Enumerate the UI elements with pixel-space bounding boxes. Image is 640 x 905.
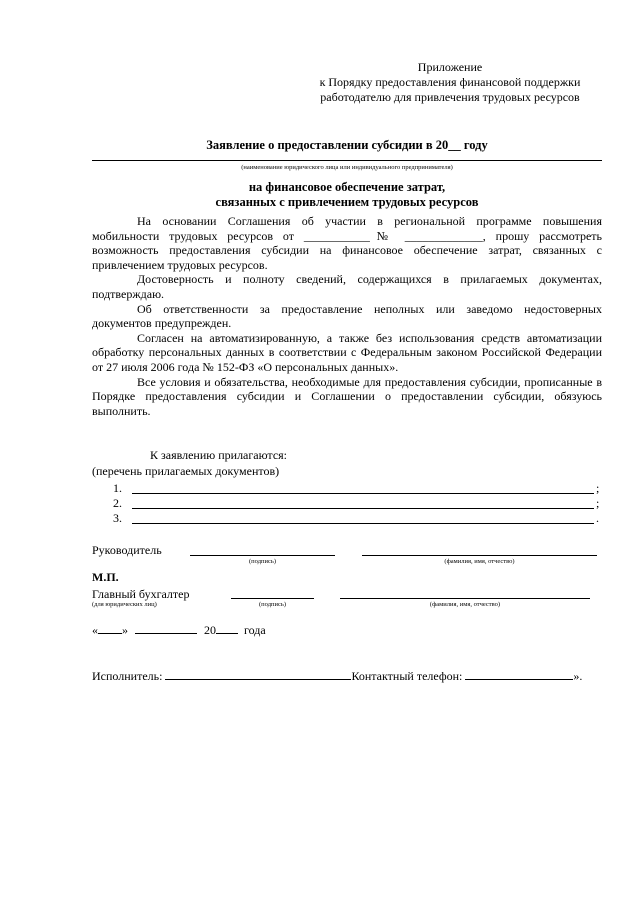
date-year-blank[interactable]: [216, 622, 238, 634]
paragraph-consent: Согласен на автоматизированную, а также без использования средств автоматизации обработку персональных данных в соответствии с Федеральным законом Российской Федерации от 27 июля 2006 года № 152-ФЗ «О персональных данных».: [92, 330, 602, 374]
executor-blank[interactable]: [165, 668, 351, 680]
document-title: Заявление о предоставлении субсидии в 20__ году: [206, 138, 488, 152]
head-signature-line[interactable]: [190, 555, 335, 556]
head-name-caption: (фамилия, имя, отчество): [444, 558, 515, 565]
accountant-label: Главный бухгалтер: [92, 587, 190, 601]
executor-row: [92, 668, 582, 684]
attachment-end-mark: ;: [596, 496, 600, 510]
phone-label: Контактный телефон:: [351, 669, 463, 683]
body-text: [92, 214, 602, 418]
attachment-end-mark: .: [596, 511, 599, 525]
attachment-number: 3.: [113, 511, 122, 525]
phone-blank[interactable]: [465, 668, 573, 680]
date-row: [92, 622, 266, 638]
accountant-name-caption: (фамилия, имя, отчество): [429, 601, 501, 608]
title-caption: (наименование юридического лица или индивидуального предпринимателя): [241, 164, 453, 171]
date-month-blank[interactable]: [135, 622, 197, 634]
attachment-end-mark: ;: [596, 481, 600, 495]
executor-label: Исполнитель:: [92, 669, 163, 683]
head-name-line[interactable]: [362, 555, 597, 556]
executor-end-mark: ».: [573, 669, 583, 683]
date-year-prefix: 20: [204, 623, 216, 637]
date-open-quote: «: [92, 623, 98, 637]
attachment-blank-line[interactable]: [132, 508, 594, 509]
paragraph-obligations: Все условия и обязательства, необходимые для предоставления субсидии, прописанные в Порядке предоставления субсидии и Соглашении о предоставлении субсидии, обязуюсь выполнить.: [92, 374, 602, 418]
paragraph-responsibility: Об ответственности за предоставление неполных или заведомо недостоверных документов предупрежден.: [92, 301, 602, 331]
date-day-blank[interactable]: [98, 622, 122, 634]
appendix-line-1: Приложение: [417, 60, 483, 74]
stamp-place: М.П.: [92, 570, 119, 584]
attachment-blank-line[interactable]: [132, 523, 594, 524]
subtitle-line-1: на финансовое обеспечение затрат,: [248, 180, 446, 194]
document-subtitle: [92, 180, 602, 210]
date-close-quote: »: [122, 623, 128, 637]
attachments-subheading: (перечень прилагаемых документов): [92, 464, 280, 478]
head-signature-caption: (подпись): [249, 558, 276, 565]
subtitle-line-2: связанных с привлечением трудовых ресурсов: [215, 195, 479, 209]
accountant-note: (для юридических лиц): [92, 601, 157, 608]
attachment-row[interactable]: [108, 481, 603, 497]
accountant-signature-caption: (подпись): [259, 601, 286, 608]
attachment-row[interactable]: [108, 511, 603, 527]
appendix-header: [300, 60, 600, 105]
paragraph-confirmation: Достоверность и полноту сведений, содержащихся в прилагаемых документах, подтверждаю.: [92, 272, 602, 301]
title-underline: [92, 160, 602, 161]
accountant-name-line[interactable]: [340, 598, 590, 599]
attachment-number: 1.: [113, 481, 122, 495]
appendix-line-3: работодателю для привлечения трудовых ресурсов: [320, 90, 580, 104]
paragraph-basis: На основании Соглашения об участии в региональной программе повышения мобильности трудовых ресурсов от ___________№ _____________, прошу рассмотреть возможность предоставления субсидии на финансовое обеспечение затрат, связанных с привлечением трудовых ресурсов.: [92, 214, 602, 272]
accountant-signature-line[interactable]: [231, 598, 314, 599]
attachments-heading: К заявлению прилагаются:: [150, 448, 288, 462]
attachment-number: 2.: [113, 496, 122, 510]
attachment-row[interactable]: [108, 496, 603, 512]
date-year-suffix: года: [244, 623, 266, 637]
appendix-line-2: к Порядку предоставления финансовой поддержки: [319, 75, 581, 89]
attachment-blank-line[interactable]: [132, 493, 594, 494]
head-label: Руководитель: [92, 543, 162, 557]
